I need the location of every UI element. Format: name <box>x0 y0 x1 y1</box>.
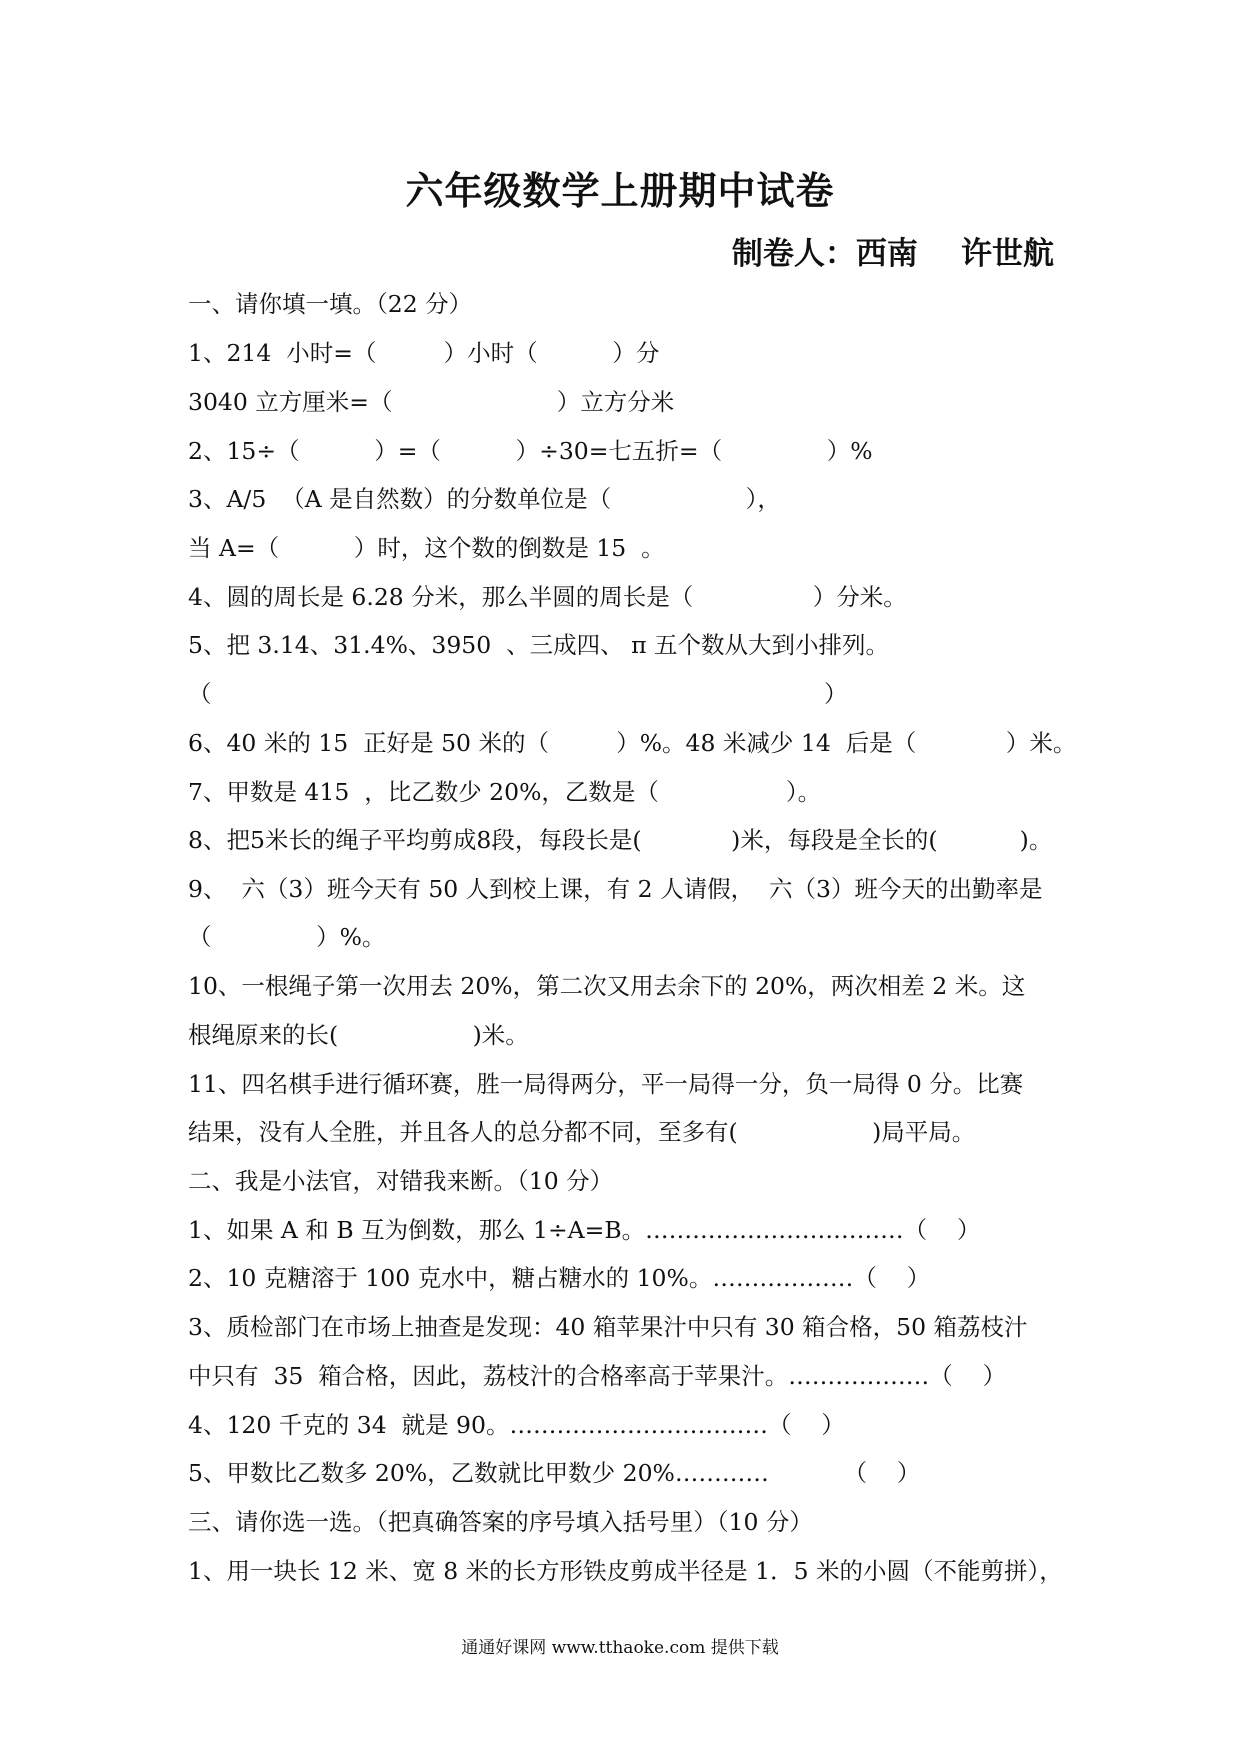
question-line: 1、如果 A 和 B 互为倒数，那么 1÷A=B。……………………………（ ） <box>188 1216 981 1244</box>
section-heading: 一、请你填一填。（22 分） <box>188 290 473 318</box>
question-line: 8、把5米长的绳子平均剪成8段，每段长是( )米，每段是全长的( )。 <box>188 826 1053 854</box>
page-title: 六年级数学上册期中试卷 <box>405 168 835 213</box>
question-line: 7、甲数是 415 ，比乙数少 20%，乙数是（ ）。 <box>188 778 822 806</box>
question-line: （ ）%。 <box>188 923 386 951</box>
question-line: 4、120 千克的 34 就是 90。……………………………（ ） <box>188 1411 845 1439</box>
question-line: 4、圆的周长是 6.28 分米，那么半圆的周长是（ ）分米。 <box>188 583 907 611</box>
section-heading: 二、我是小法官，对错我来断。（10 分） <box>188 1167 614 1195</box>
question-line: 5、甲数比乙数多 20%，乙数就比甲数少 20%………… （ ） <box>188 1459 921 1487</box>
question-line: 10、一根绳子第一次用去 20%，第二次又用去余下的 20%，两次相差 2 米。这 <box>188 972 1026 1000</box>
question-line: 3、质检部门在市场上抽查是发现：40 箱苹果汁中只有 30 箱合格，50 箱荔枝汁 <box>188 1313 1028 1341</box>
section-heading: 三、请你选一选。（把真确答案的序号填入括号里）（10 分） <box>188 1508 813 1536</box>
question-line: 2、15÷（ ）=（ ）÷30=七五折=（ ）% <box>188 437 873 465</box>
question-line: 结果，没有人全胜，并且各人的总分都不同，至多有( )局平局。 <box>188 1118 976 1146</box>
question-line: 3040 立方厘米=（ ）立方分米 <box>188 388 675 416</box>
question-line: 中只有 35 箱合格，因此，荔枝汁的合格率高于苹果汁。………………（ ） <box>188 1362 1007 1390</box>
question-line: 3、A/5 （A 是自然数）的分数单位是（ ）， <box>188 485 781 513</box>
question-line: （ ） <box>188 680 848 708</box>
question-line: 1、用一块长 12 米、宽 8 米的长方形铁皮剪成半径是 1．5 米的小圆（不能剪拼）， <box>188 1557 1063 1585</box>
question-line: 1、214 小时=（ ）小时（ ）分 <box>188 339 660 367</box>
question-line: 11、四名棋手进行循环赛，胜一局得两分，平一局得一分，负一局得 0 分。比赛 <box>188 1070 1024 1098</box>
question-line: 9、 六（3）班今天有 50 人到校上课，有 2 人请假， 六（3）班今天的出勤率是 <box>188 875 1043 903</box>
page-footer: 通通好课网 www.tthaoke.com 提供下载 <box>461 1638 779 1658</box>
question-line: 当 A=（ ）时，这个数的倒数是 15 。 <box>188 534 665 562</box>
question-line: 2、10 克糖溶于 100 克水中，糖占糖水的 10%。………………（ ） <box>188 1264 931 1292</box>
question-line: 6、40 米的 15 正好是 50 米的（ ）%。48 米减少 14 后是（ ）米。 <box>188 729 1077 757</box>
author-line: 制卷人：西南 许世航 <box>731 236 1054 272</box>
question-line: 根绳原来的长( )米。 <box>188 1021 529 1049</box>
question-line: 5、把 3.14、31.4%、3950 、三成四、 π 五个数从大到小排列。 <box>188 631 890 659</box>
